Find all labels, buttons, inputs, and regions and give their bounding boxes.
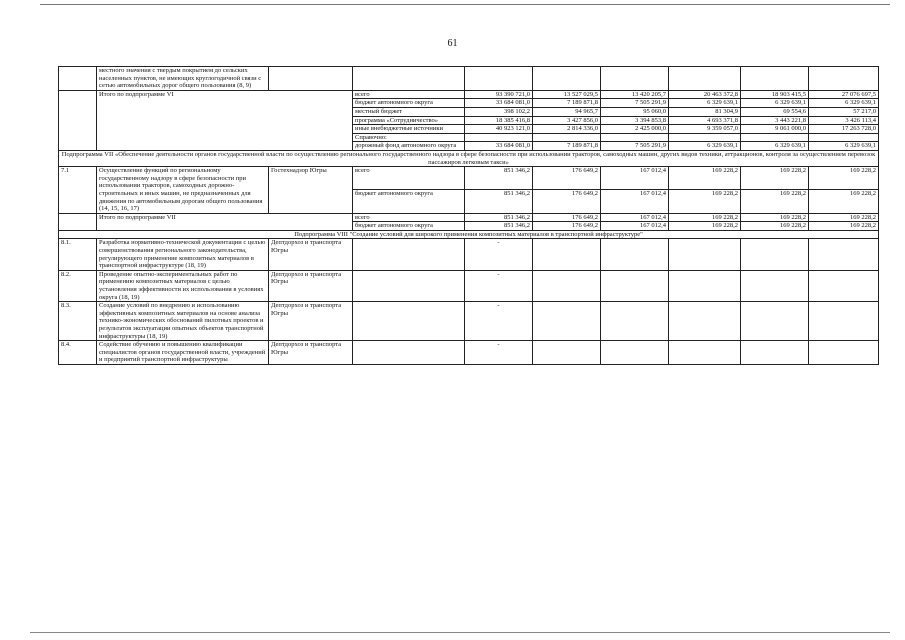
amount-cell: 6 329 639,1 [669, 99, 741, 108]
executor: Дептдорхоз и транспорта Югры [269, 341, 353, 365]
amount-cell: 94 965,7 [533, 107, 601, 116]
amount-cell [533, 133, 601, 142]
amount-cell: 398 102,2 [465, 107, 533, 116]
amount-cell: 2 814 336,0 [533, 125, 601, 134]
amount-cell: 176 649,2 [533, 213, 601, 222]
amount-cell [809, 239, 879, 270]
amount-cell: 7 189 871,8 [533, 99, 601, 108]
funding-source: всего [353, 213, 465, 222]
table-row [59, 302, 879, 341]
funding-source: бюджет автономного округа [353, 99, 465, 108]
executor: Дептдорхоз и транспорта Югры [269, 239, 353, 270]
subprogram-header-row [59, 150, 879, 166]
measure-name: Содействие обучению и повышению квалификации специалистов органов государственной власти, учреждений и предприятий транспортной инфраструктуры [97, 341, 269, 365]
funding-source [353, 270, 465, 301]
table-row [59, 213, 879, 222]
amount-cell [465, 133, 533, 142]
amount-cell: 167 012,4 [601, 222, 669, 231]
measure-number: 8.1. [59, 239, 97, 270]
amount-cell: - [465, 270, 533, 301]
amount-cell [809, 302, 879, 341]
amount-cell: 167 012,4 [601, 167, 669, 190]
amount-cell [741, 239, 809, 270]
amount-cell: 57 217,0 [809, 107, 879, 116]
amount-cell [809, 341, 879, 365]
amount-cell [741, 133, 809, 142]
amount-cell: 18 385 416,8 [465, 116, 533, 125]
amount-cell [533, 239, 601, 270]
amount-cell: 13 527 029,5 [533, 90, 601, 99]
subprogram-8-title: Подпрограмма VIII "Создание условий для широкого применения композитных материалов в транспортной инфраструктуре" [59, 230, 879, 239]
amount-cell: 169 228,2 [809, 190, 879, 213]
amount-cell [669, 133, 741, 142]
funding-source: Справочно: [353, 133, 465, 142]
amount-cell: 9 061 000,0 [741, 125, 809, 134]
amount-cell: 33 684 081,0 [465, 99, 533, 108]
amount-cell: 169 228,2 [741, 190, 809, 213]
table-row [59, 67, 879, 91]
total-label: Итого по подпрограмме VII [97, 213, 353, 230]
amount-cell: - [465, 341, 533, 365]
amount-cell: 2 425 000,0 [601, 125, 669, 134]
program-funding-table [58, 66, 879, 365]
amount-cell: 851 346,2 [465, 213, 533, 222]
amount-cell: 851 346,2 [465, 167, 533, 190]
amount-cell [809, 270, 879, 301]
amount-cell: 4 693 371,8 [669, 116, 741, 125]
measure-name: местного значения с твердым покрытием до сельских населенных пунктов, не имеющих круглогодичной связи с сетью автомобильных дорог общего пользования (8, 9) [97, 67, 269, 91]
table-row [59, 239, 879, 270]
executor: Гостехнадзор Югры [269, 167, 353, 214]
amount-cell: 27 076 697,5 [809, 90, 879, 99]
amount-cell [669, 239, 741, 270]
amount-cell: 176 649,2 [533, 190, 601, 213]
number-cell [59, 90, 97, 150]
amount-cell: 6 329 639,1 [809, 99, 879, 108]
amount-cell: 81 304,9 [669, 107, 741, 116]
executor: Дептдорхоз и транспорта Югры [269, 270, 353, 301]
amount-cell [601, 341, 669, 365]
amount-cell: 3 427 856,0 [533, 116, 601, 125]
measure-number: 8.2. [59, 270, 97, 301]
measure-number: 7.1 [59, 167, 97, 214]
amount-cell [601, 302, 669, 341]
funding-source: программа «Сотрудничество» [353, 116, 465, 125]
amount-cell [601, 239, 669, 270]
amount-cell: 3 443 221,8 [741, 116, 809, 125]
amount-cell: 169 228,2 [809, 213, 879, 222]
number-cell [59, 213, 97, 230]
amount-cell [601, 270, 669, 301]
amount-cell: 7 505 291,9 [601, 142, 669, 151]
amount-cell: 169 228,2 [741, 213, 809, 222]
table-row [59, 167, 879, 190]
scan-top-edge [40, 4, 890, 5]
amount-cell: 167 012,4 [601, 190, 669, 213]
amount-cell: 20 463 372,8 [669, 90, 741, 99]
funding-source: всего [353, 167, 465, 190]
funding-source: бюджет автономного округа [353, 190, 465, 213]
amount-cell: 69 554,6 [741, 107, 809, 116]
amount-cell [741, 302, 809, 341]
amount-cell: 40 923 121,0 [465, 125, 533, 134]
scan-bottom-edge [30, 632, 890, 633]
subprogram-header-row [59, 230, 879, 239]
amount-cell: 13 420 205,7 [601, 90, 669, 99]
amount-cell: 18 903 415,5 [741, 90, 809, 99]
amount-cell: 169 228,2 [741, 167, 809, 190]
amount-cell: 176 649,2 [533, 222, 601, 231]
amount-cell: 169 228,2 [741, 222, 809, 231]
amount-cell [533, 302, 601, 341]
amount-cell: 6 329 639,1 [809, 142, 879, 151]
amount-cell: 95 060,0 [601, 107, 669, 116]
subprogram-7-title: Подпрограмма VII «Обеспечение деятельности органов государственной власти по осуществлению регионального государственного надзора в сфере безопасности при использовании тракторов, самоходных машин, других видов техники, аттракционов, контроля за осуществлением перевозок пассажиров легковым такси» [59, 150, 879, 166]
amount-cell: 93 390 721,0 [465, 90, 533, 99]
executor: Дептдорхоз и транспорта Югры [269, 302, 353, 341]
amount-cell [601, 133, 669, 142]
amount-cell [533, 270, 601, 301]
amount-cell [533, 341, 601, 365]
amount-cell [809, 133, 879, 142]
amount-cell: 851 346,2 [465, 190, 533, 213]
amount-cell: 169 228,2 [669, 190, 741, 213]
funding-source: иные внебюджетные источники [353, 125, 465, 134]
table-row [59, 270, 879, 301]
amount-cell [669, 270, 741, 301]
amount-cell [669, 302, 741, 341]
page-number: 61 [447, 38, 458, 49]
funding-source [353, 239, 465, 270]
amount-cell: - [465, 239, 533, 270]
amount-cell: 7 189 871,8 [533, 142, 601, 151]
funding-source: всего [353, 90, 465, 99]
amount-cell: 6 329 639,1 [741, 142, 809, 151]
amount-cell: 6 329 639,1 [669, 142, 741, 151]
amount-cell: 3 394 853,8 [601, 116, 669, 125]
measure-name: Проведение опытно-экспериментальных работ по применению композитных материалов с целью установления эффективности их использования в условиях округа (18, 19) [97, 270, 269, 301]
table-row [59, 90, 879, 99]
measure-name: Создание условий по внедрению и использованию эффективных композитных материалов на основе анализа технико-экономических обоснований пилотных проектов и результатов эксплуатации опытных объектов транспортной инфраструктуры (18, 19) [97, 302, 269, 341]
amount-cell: 169 228,2 [809, 222, 879, 231]
amount-cell: 169 228,2 [669, 222, 741, 231]
measure-name: Осуществление функций по региональному государственному надзору в сфере безопасности при использовании тракторов, самоходных дорожно-строительных и иных машин, не предназначенных для движения по автомобильным дорогам общего пользования (14, 15, 16, 17) [97, 167, 269, 214]
amount-cell: - [465, 302, 533, 341]
table-row [59, 341, 879, 365]
amount-cell: 851 346,2 [465, 222, 533, 231]
amount-cell [669, 341, 741, 365]
amount-cell: 6 329 639,1 [741, 99, 809, 108]
amount-cell: 176 649,2 [533, 167, 601, 190]
measure-number: 8.4. [59, 341, 97, 365]
amount-cell: 169 228,2 [669, 167, 741, 190]
amount-cell: 169 228,2 [809, 167, 879, 190]
funding-source [353, 302, 465, 341]
amount-cell: 169 228,2 [669, 213, 741, 222]
total-label: Итого по подпрограмме VI [97, 90, 353, 150]
amount-cell: 167 012,4 [601, 213, 669, 222]
amount-cell [741, 341, 809, 365]
measure-name: Разработка нормативно-технической документации с целью совершенствования регионального законодательства, регулирующего применение композитных материалов в транспортной инфраструктуре (18, 19) [97, 239, 269, 270]
funding-source: дорожный фонд автономного округа [353, 142, 465, 151]
funding-source [353, 341, 465, 365]
amount-cell: 17 263 728,0 [809, 125, 879, 134]
measure-number: 8.3. [59, 302, 97, 341]
funding-source: местный бюджет [353, 107, 465, 116]
amount-cell: 7 505 291,9 [601, 99, 669, 108]
funding-source: бюджет автономного округа [353, 222, 465, 231]
amount-cell [741, 270, 809, 301]
amount-cell: 33 684 081,0 [465, 142, 533, 151]
amount-cell: 9 359 057,0 [669, 125, 741, 134]
amount-cell: 3 426 113,4 [809, 116, 879, 125]
